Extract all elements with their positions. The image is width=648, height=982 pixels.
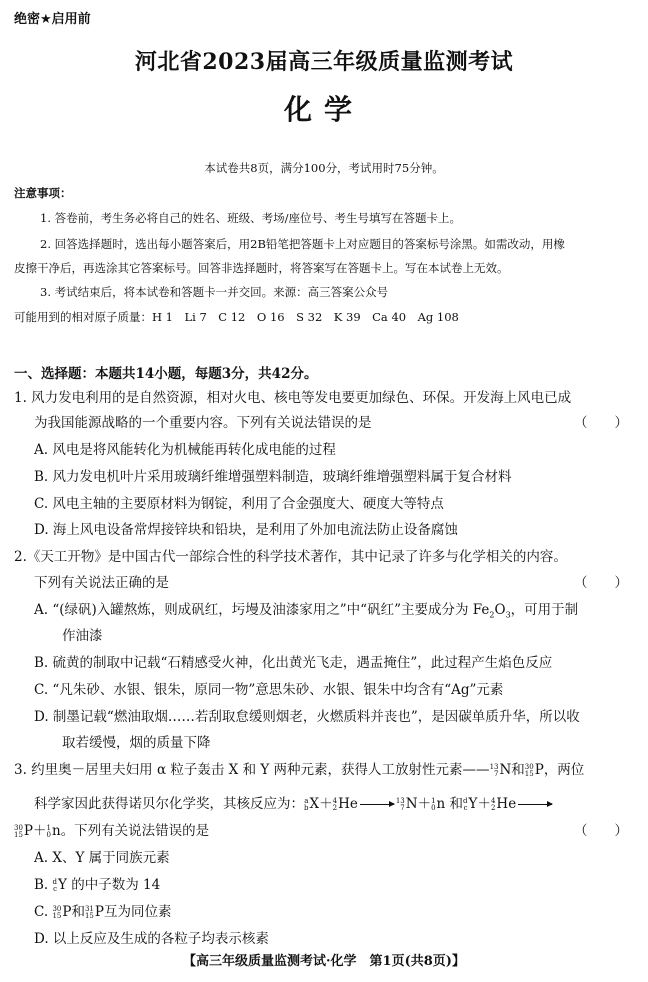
nuclide-n13-b: 13 7 N bbox=[395, 796, 418, 812]
nuclide-y-b: d c bbox=[52, 877, 57, 893]
atomic-masses: 可能用到的相对原子质量：H 1 Li 7 C 12 O 16 S 32 K 39 Ca 40 Ag 108 bbox=[14, 310, 459, 324]
subject-title: 化学 bbox=[283, 93, 364, 126]
q3-option-a: A. X、Y 属于同族元素 bbox=[34, 850, 170, 866]
q1-option-d: D. 海上风电设备常焊接锌块和铅块，是利用了外加电流法防止设备腐蚀 bbox=[34, 522, 458, 538]
nuclide-he: 4 2 He bbox=[332, 796, 358, 812]
q3-option-c: C. 30 15 P和 31 15 P互为同位素 bbox=[34, 904, 172, 920]
nuclide-p30-b: 30 15 P bbox=[14, 823, 34, 839]
reaction-arrow-icon bbox=[360, 804, 394, 805]
q1-stem-line1: 1. 风力发电利用的是自然资源，相对火电、核电等发电要更加绿色、环保。开发海上风电已成 bbox=[14, 390, 572, 406]
note-1: 1. 答卷前，考生务必将自己的姓名、班级、考场/座位号、考生号填写在答题卡上。 bbox=[40, 211, 461, 225]
secret-label: 绝密★启用前 bbox=[14, 12, 91, 27]
q2-answer-paren: （ ） bbox=[574, 575, 628, 591]
notes-heading: 注意事项： bbox=[14, 186, 72, 200]
nuclide-x: a b X bbox=[304, 796, 320, 812]
q3-option-d: D. 以上反应及生成的各粒子均表示核素 bbox=[34, 931, 269, 947]
nuclide-neutron: 1 0 n bbox=[431, 796, 446, 812]
q3-stem-line2: 科学家因此获得诺贝尔化学奖，其核反应为： a b X＋ 4 2 He 13 7 N＋ 1 0 n 和 d c Y＋ 4 2 He bbox=[34, 792, 554, 812]
q2-stem-line1: 2.《天工开物》是中国古代一部综合性的科学技术著作，其中记录了许多与化学相关的内容。 bbox=[14, 549, 567, 565]
q3-stem-line3: 30 15 P＋ 1 0 n。下列有关说法错误的是 bbox=[14, 823, 210, 839]
nuclide-p31: 31 15 P bbox=[84, 904, 104, 920]
q1-stem-line2: 为我国能源战略的一个重要内容。下列有关说法错误的是 bbox=[34, 415, 372, 431]
note-2a: 2. 回答选择题时，选出每小题答案后，用2B铅笔把答题卡上对应题目的答案标号涂黑。如需改动，用橡 bbox=[40, 237, 565, 251]
reaction-arrow-icon-b bbox=[518, 804, 552, 805]
q2-stem-line2: 下列有关说法正确的是 bbox=[34, 575, 169, 591]
page-footer: 【高三年级质量监测考试·化学 第1页(共8页)】 bbox=[183, 954, 465, 969]
q2-option-c: C. “凡朱砂、水银、银朱，原同一物”意思朱砂、水银、银朱中均含有“Ag”元素 bbox=[34, 682, 504, 698]
nuclide-y: d c Y bbox=[463, 796, 478, 812]
nuclide-n13: 13 7 N bbox=[489, 762, 512, 778]
nuclide-p30: 30 15 P bbox=[524, 762, 544, 778]
note-3: 3. 考试结束后，将本试卷和答题卡一并交回。来源：高三答案公众号 bbox=[40, 285, 389, 299]
q3-option-b: B. d c Y 的中子数为 14 bbox=[34, 877, 161, 893]
nuclide-p30-c: 30 15 P bbox=[52, 904, 72, 920]
nuclide-he-b: 4 2 He bbox=[490, 796, 517, 812]
q3-stem-line1: 3. 约里奥－居里夫妇用 α 粒子轰击 X 和 Y 两种元素，获得人工放射性元素—— 13 7 N和 30 15 P，两位 bbox=[14, 762, 585, 778]
q1-option-a: A. 风电是将风能转化为机械能再转化成电能的过程 bbox=[34, 442, 336, 458]
exam-intro: 本试卷共8页，满分100分，考试用时75分钟。 bbox=[204, 161, 444, 175]
nuclide-neutron-b: 1 0 n bbox=[46, 823, 61, 839]
q2-option-a-line1: A. “(绿矾)入罐熬炼，则成矾红，圬墁及油漆家用之”中“矾红”主要成分为 $Fe_2O_3$，可用于制 bbox=[34, 602, 579, 620]
q2-option-d-line1: D. 制墨记载“燃油取烟……若刮取怠缓则烟老，火燃质料并丧也”，是因碳单质升华，所以收 bbox=[34, 709, 580, 725]
q1-answer-paren: （ ） bbox=[574, 415, 628, 431]
q2-option-d-line2: 取若缓慢，烟的质量下降 bbox=[62, 735, 211, 751]
q3-answer-paren: （ ） bbox=[574, 823, 628, 839]
q1-option-c: C. 风电主轴的主要原材料为钢锭，利用了合金强度大、硬度大等特点 bbox=[34, 496, 444, 512]
exam-title: 河北省2023届高三年级质量监测考试 bbox=[134, 49, 514, 75]
q2-option-b: B. 硫黄的制取中记载“石精感受火神，化出黄光飞走，遇盂掩住”，此过程产生焰色反应 bbox=[34, 655, 553, 671]
note-2b: 皮擦干净后，再选涂其它答案标号。回答非选择题时，将答案写在答题卡上。写在本试卷上无效。 bbox=[14, 261, 509, 275]
section-heading: 一、选择题：本题共14小题，每题3分，共42分。 bbox=[14, 366, 318, 382]
q2-option-a-line2: 作油漆 bbox=[62, 628, 103, 644]
q1-option-b: B. 风力发电机叶片采用玻璃纤维增强塑料制造，玻璃纤维增强塑料属于复合材料 bbox=[34, 469, 512, 485]
